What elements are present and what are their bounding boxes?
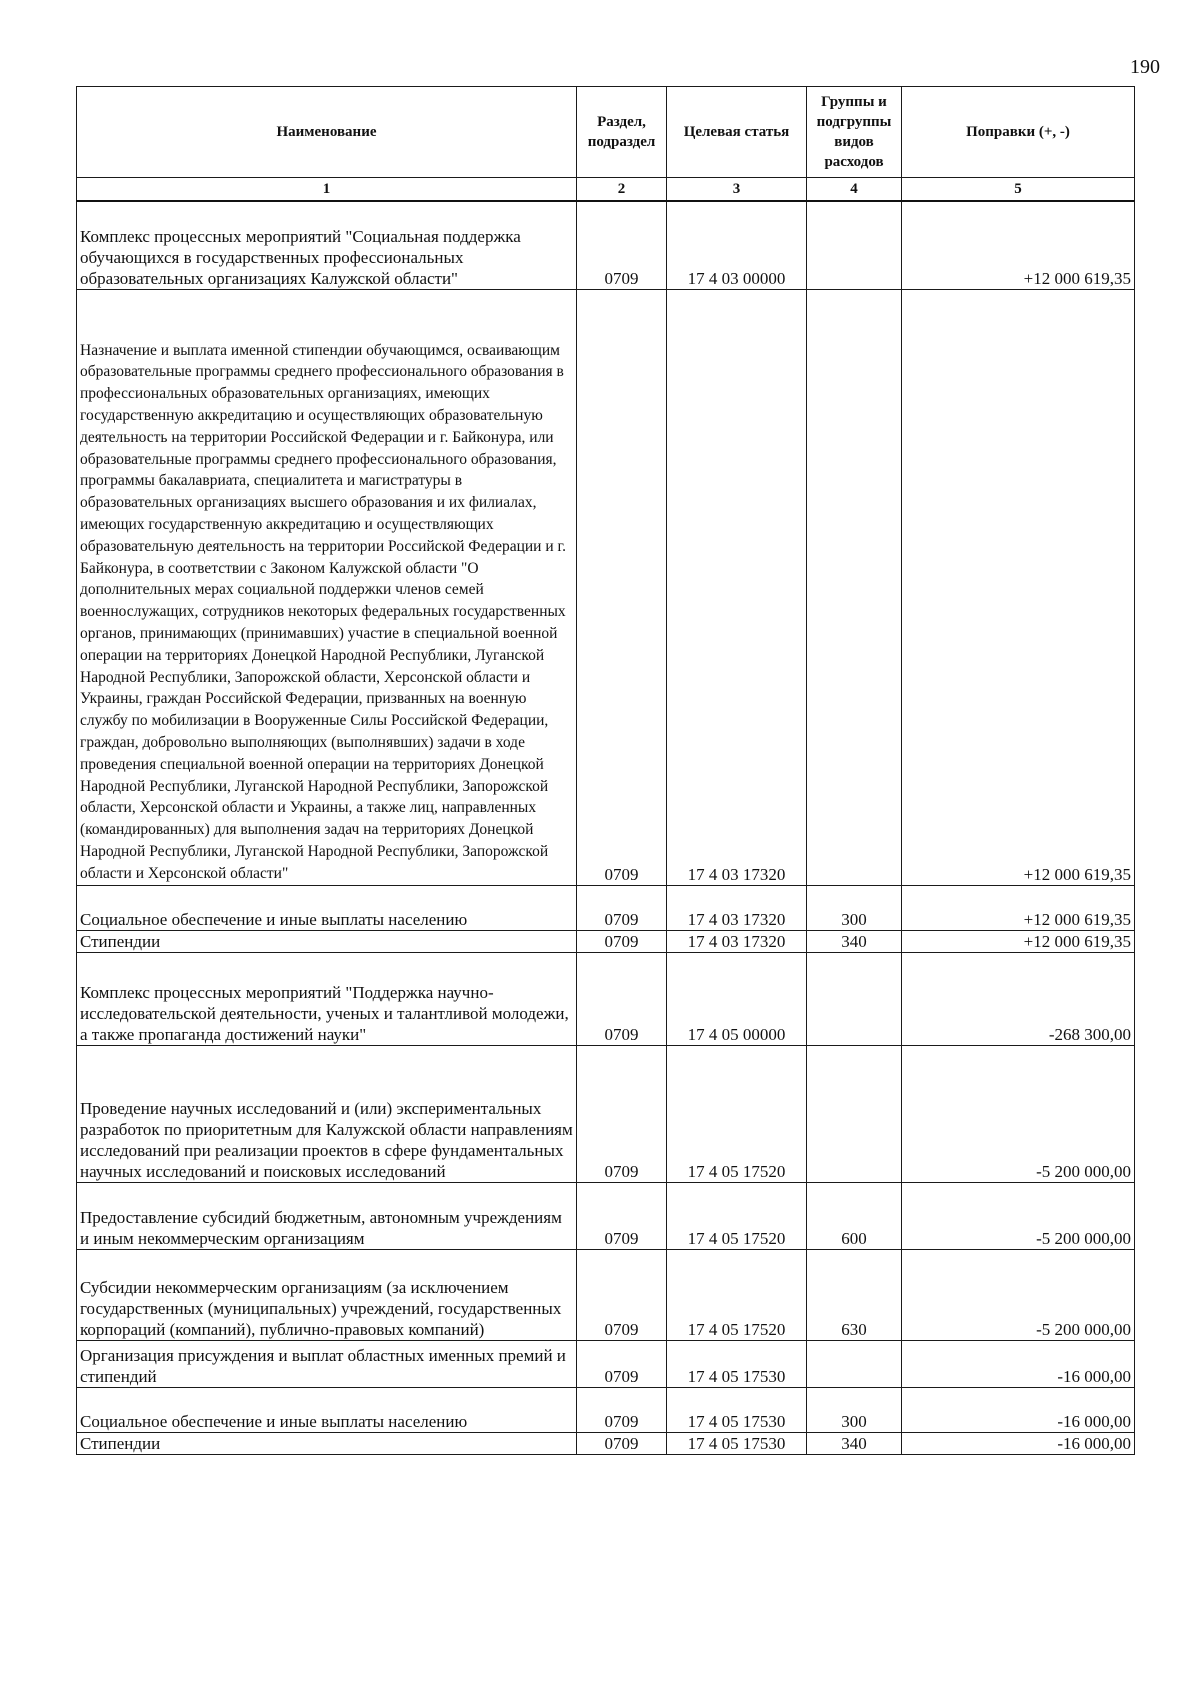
row-amount: -268 300,00	[902, 952, 1135, 1045]
budget-amendments-table	[76, 86, 1135, 1455]
row-name: Социальное обеспечение и иные выплаты населению	[77, 885, 577, 930]
row-expense-group	[807, 1340, 902, 1387]
row-name: Стипендии	[77, 930, 577, 952]
row-target-article: 17 4 03 17320	[667, 930, 807, 952]
row-amount: +12 000 619,35	[902, 201, 1135, 289]
row-name: Комплекс процессных мероприятий "Социальная поддержка обучающихся в государственных профессиональных образовательных организациях Калужской области"	[77, 201, 577, 289]
header-section: Раздел, подраздел	[577, 87, 667, 178]
row-section: 0709	[577, 1340, 667, 1387]
row-amount: +12 000 619,35	[902, 930, 1135, 952]
row-section: 0709	[577, 885, 667, 930]
header-name: Наименование	[77, 87, 577, 178]
row-name: Предоставление субсидий бюджетным, автономным учреждениям и иным некоммерческим организациям	[77, 1182, 577, 1249]
table-row	[77, 930, 1135, 952]
row-amount: -5 200 000,00	[902, 1249, 1135, 1340]
row-name: Стипендии	[77, 1432, 577, 1454]
row-amount: -16 000,00	[902, 1432, 1135, 1454]
row-target-article: 17 4 03 00000	[667, 201, 807, 289]
row-target-article: 17 4 05 17520	[667, 1249, 807, 1340]
row-amount: +12 000 619,35	[902, 885, 1135, 930]
row-section: 0709	[577, 952, 667, 1045]
page-number: 190	[1130, 56, 1160, 78]
row-target-article: 17 4 05 17530	[667, 1432, 807, 1454]
row-amount: -5 200 000,00	[902, 1045, 1135, 1182]
row-amount: +12 000 619,35	[902, 289, 1135, 885]
row-target-article: 17 4 05 17530	[667, 1340, 807, 1387]
column-number: 2	[577, 178, 667, 202]
row-target-article: 17 4 05 17520	[667, 1182, 807, 1249]
table-header-row	[77, 87, 1135, 178]
header-expense-groups: Группы и подгруппы видов расходов	[807, 87, 902, 178]
header-amendments: Поправки (+, -)	[902, 87, 1135, 178]
row-name: Субсидии некоммерческим организациям (за исключением государственных (муниципальных) учреждений, государственных корпораций (компаний), публично-правовых компаний)	[77, 1249, 577, 1340]
row-section: 0709	[577, 930, 667, 952]
row-expense-group	[807, 289, 902, 885]
table-row	[77, 1432, 1135, 1454]
row-target-article: 17 4 03 17320	[667, 289, 807, 885]
row-section: 0709	[577, 1045, 667, 1182]
row-target-article: 17 4 05 17530	[667, 1387, 807, 1432]
table-column-number-row	[77, 178, 1135, 202]
row-expense-group: 340	[807, 1432, 902, 1454]
row-amount: -16 000,00	[902, 1340, 1135, 1387]
row-section: 0709	[577, 289, 667, 885]
row-expense-group	[807, 201, 902, 289]
row-expense-group	[807, 1045, 902, 1182]
row-name: Комплекс процессных мероприятий "Поддержка научно-исследовательской деятельности, ученых и талантливой молодежи, а также пропаганда достижений науки"	[77, 952, 577, 1045]
row-amount: -5 200 000,00	[902, 1182, 1135, 1249]
row-target-article: 17 4 05 17520	[667, 1045, 807, 1182]
table-row	[77, 952, 1135, 1045]
table-row	[77, 289, 1135, 885]
row-expense-group: 300	[807, 1387, 902, 1432]
row-expense-group: 600	[807, 1182, 902, 1249]
row-section: 0709	[577, 1387, 667, 1432]
row-name: Социальное обеспечение и иные выплаты населению	[77, 1387, 577, 1432]
row-name: Организация присуждения и выплат областных именных премий и стипендий	[77, 1340, 577, 1387]
row-section: 0709	[577, 1432, 667, 1454]
row-section: 0709	[577, 1249, 667, 1340]
row-target-article: 17 4 03 17320	[667, 885, 807, 930]
row-section: 0709	[577, 201, 667, 289]
row-expense-group	[807, 952, 902, 1045]
table-row	[77, 201, 1135, 289]
row-name: Проведение научных исследований и (или) экспериментальных разработок по приоритетным для Калужской области направлениям исследований при реализации проектов в сфере фундаментальных научных исследований и поисковых исследований	[77, 1045, 577, 1182]
table-row	[77, 1182, 1135, 1249]
table-row	[77, 885, 1135, 930]
row-expense-group: 340	[807, 930, 902, 952]
table-row	[77, 1387, 1135, 1432]
row-name: Назначение и выплата именной стипендии обучающимся, осваивающим образовательные программы среднего профессионального образования в профессиональных образовательных организациях, имеющих государственную аккредитацию и осуществляющих образовательную деятельность на территории Российской Федерации и г. Байконура, или образовательные программы среднего профессионального образования, программы бакалавриата, специалитета и магистратуры в образовательных организациях высшего образования и их филиалах, имеющих государственную аккредитацию и осуществляющих образовательную деятельность на территории Российской Федерации и г. Байконура, в соответствии с Законом Калужской области "О дополнительных мерах социальной поддержки членов семей военнослужащих, сотрудников некоторых федеральных государственных органов, принимающих (принимавших) участие в специальной военной операции на территориях Донецкой Народной Республики, Луганской Народной Республики, Запорожской области, Херсонской области и Украины, граждан Российской Федерации, призванных на военную службу по мобилизации в Вооруженные Силы Российской Федерации, граждан, добровольно выполняющих (выполнявших) задачи в ходе проведения специальной военной операции на территориях Донецкой Народной Республики, Луганской Народной Республики, Запорожской области, Херсонской области и Украины, а также лиц, направленных (командированных) для выполнения задач на территориях Донецкой Народной Республики, Луганской Народной Республики, Запорожской области и Херсонской области"	[77, 289, 577, 885]
table-row	[77, 1340, 1135, 1387]
row-expense-group: 300	[807, 885, 902, 930]
table-row	[77, 1045, 1135, 1182]
column-number: 5	[902, 178, 1135, 202]
header-target-article: Целевая статья	[667, 87, 807, 178]
row-target-article: 17 4 05 00000	[667, 952, 807, 1045]
row-expense-group: 630	[807, 1249, 902, 1340]
table-row	[77, 1249, 1135, 1340]
row-section: 0709	[577, 1182, 667, 1249]
row-amount: -16 000,00	[902, 1387, 1135, 1432]
column-number: 1	[77, 178, 577, 202]
column-number: 3	[667, 178, 807, 202]
column-number: 4	[807, 178, 902, 202]
